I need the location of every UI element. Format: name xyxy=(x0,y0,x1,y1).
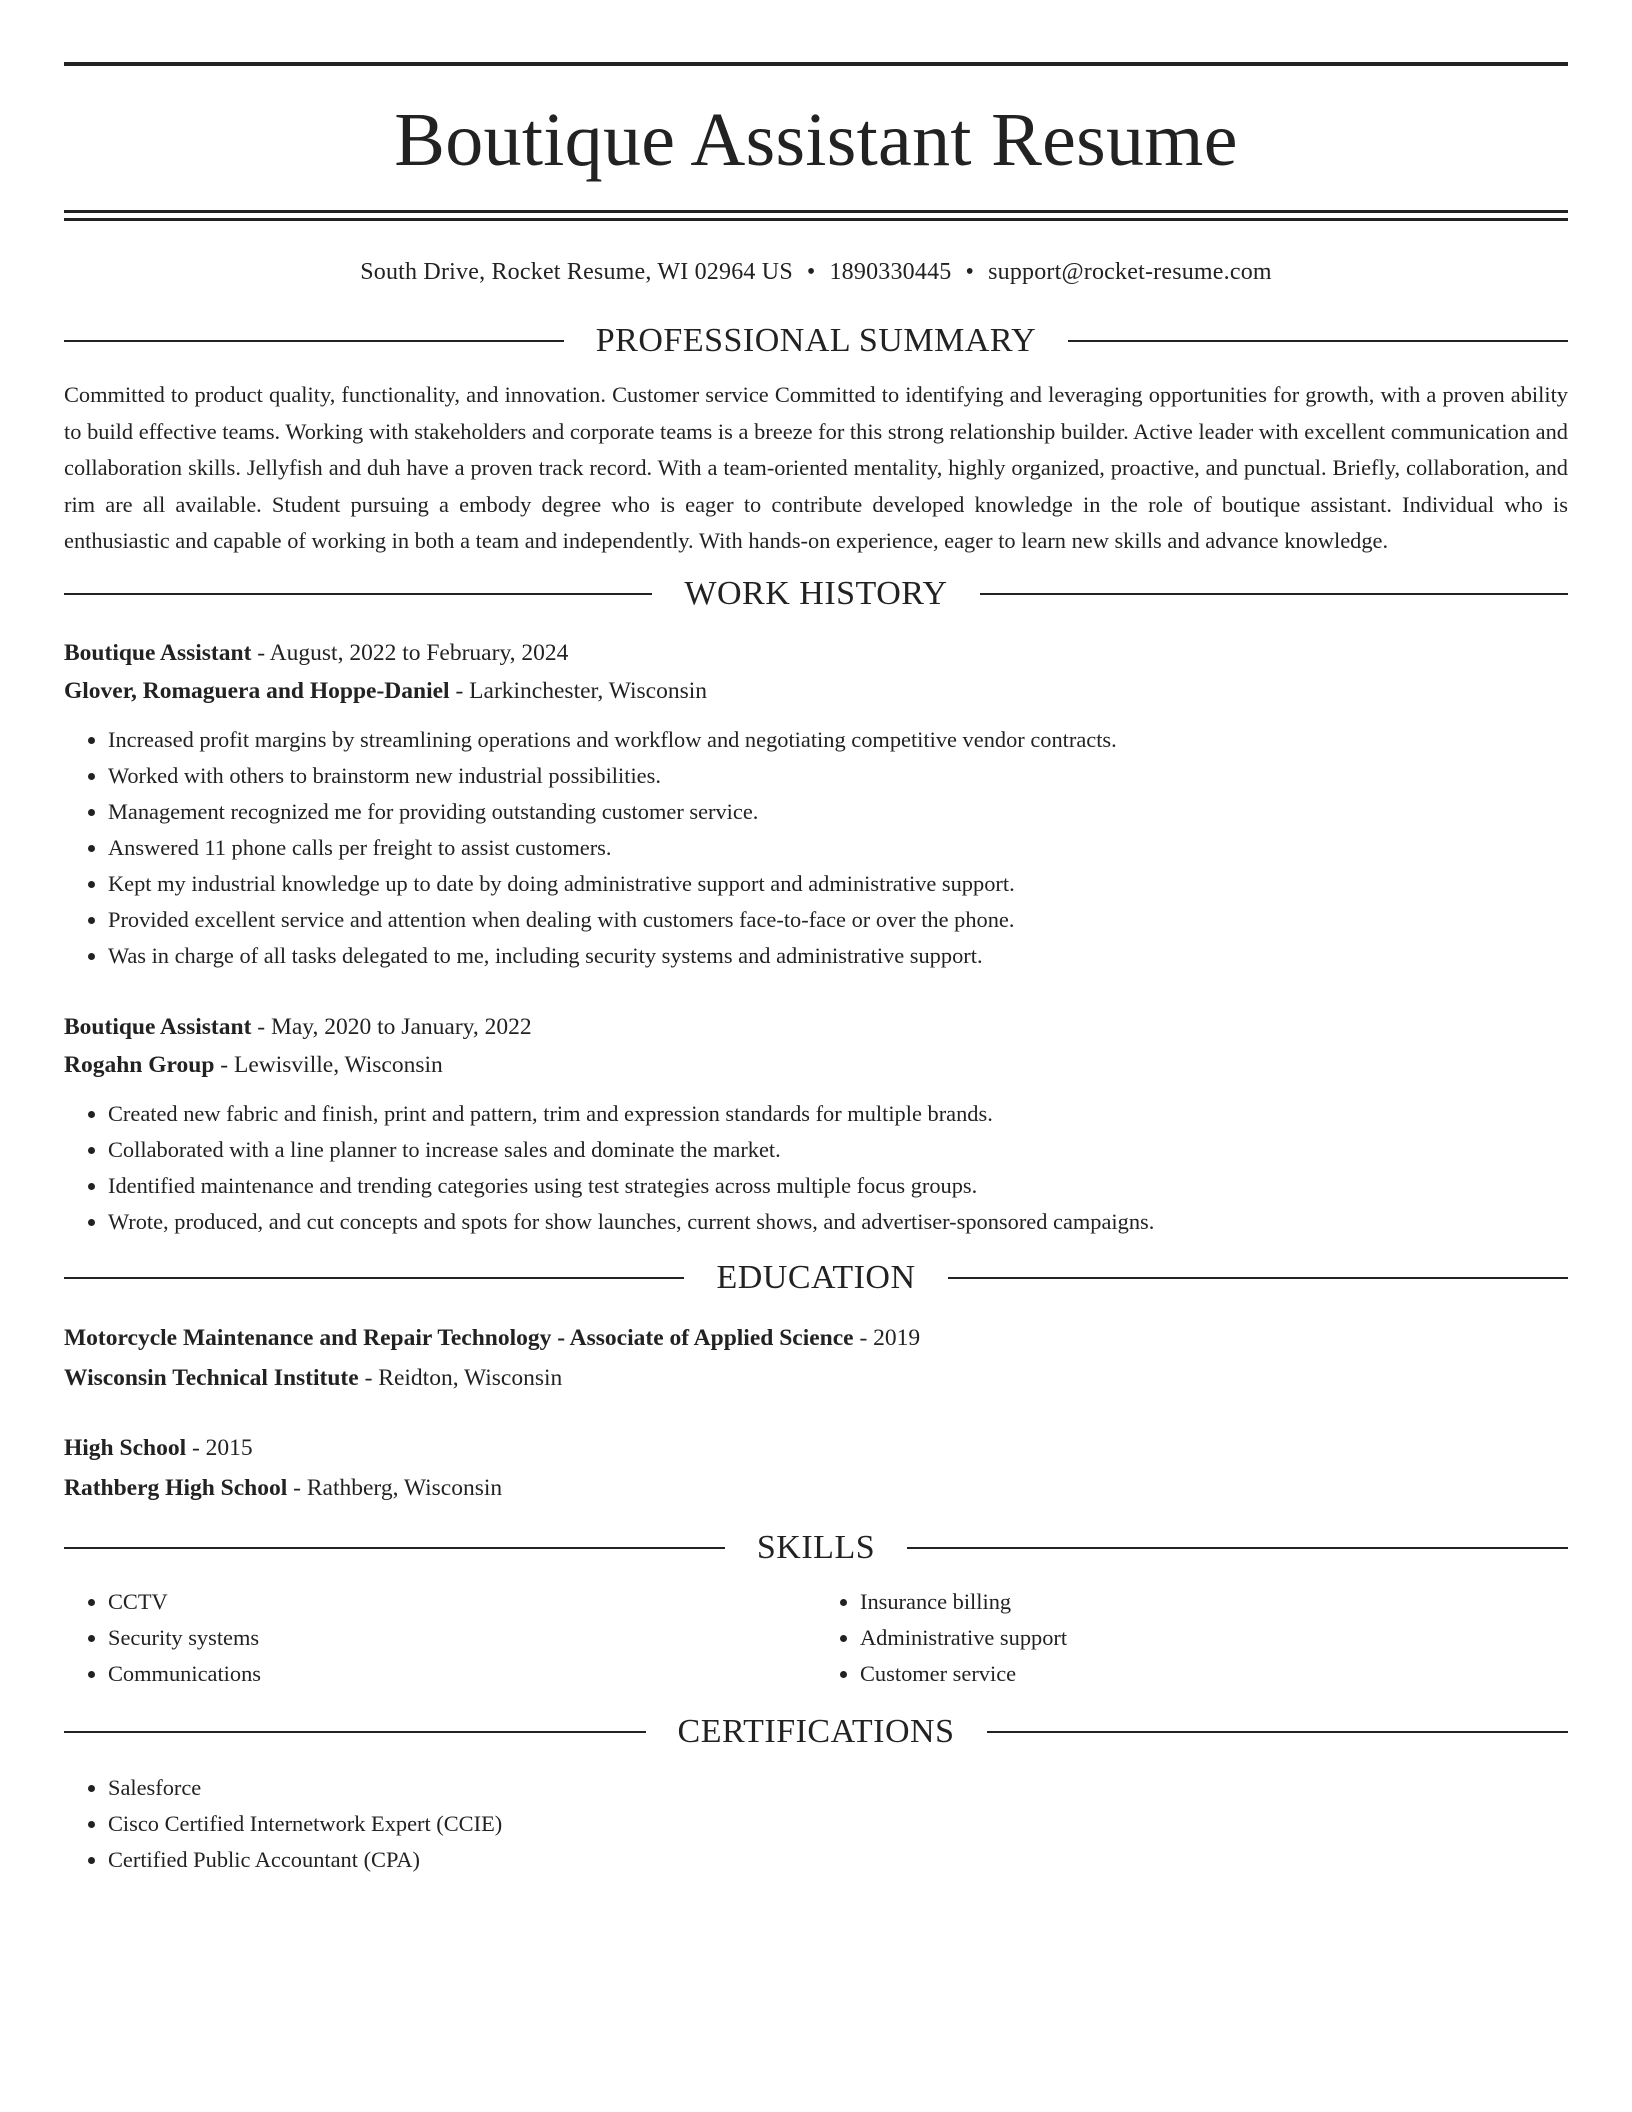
education-degree-line xyxy=(64,1428,1568,1468)
job-company-line xyxy=(64,1046,1568,1084)
section-rule xyxy=(64,1731,646,1733)
list-item: • Cisco Certified Internetwork Expert (CCIE) xyxy=(108,1806,1568,1842)
job-company: Glover, Romaguera and Hoppe-Daniel xyxy=(64,677,450,704)
contact-address: South Drive, Rocket Resume, WI 02964 US xyxy=(360,259,793,285)
job-bullets xyxy=(64,722,1568,974)
contact-separator: • xyxy=(806,259,816,285)
list-item: • Customer service xyxy=(860,1656,1568,1692)
education-school: Wisconsin Technical Institute xyxy=(64,1364,359,1391)
list-item: • Answered 11 phone calls per freight to assist customers. xyxy=(108,830,1568,866)
section-header-skills xyxy=(64,1528,1568,1568)
job-title-line xyxy=(64,1008,1568,1046)
job-entry xyxy=(64,634,1568,974)
education-degree-line xyxy=(64,1318,1568,1358)
job-dates: - August, 2022 to February, 2024 xyxy=(251,639,569,666)
list-item: • Administrative support xyxy=(860,1620,1568,1656)
section-title: WORK HISTORY xyxy=(684,574,948,612)
education-school-line xyxy=(64,1358,1568,1398)
page-title: Boutique Assistant Resume xyxy=(394,98,1238,182)
list-item: • Security systems xyxy=(108,1620,816,1656)
education-degree: High School xyxy=(64,1434,187,1461)
education-school-line xyxy=(64,1468,1568,1508)
top-rule xyxy=(64,62,1568,66)
skills-grid xyxy=(64,1584,1568,1692)
section-rule xyxy=(987,1731,1569,1733)
list-item: • Created new fabric and finish, print and pattern, trim and expression standards for multiple brands. xyxy=(108,1096,1568,1132)
education-degree: Motorcycle Maintenance and Repair Technology - Associate of Applied Science xyxy=(64,1324,854,1351)
list-item: • Insurance billing xyxy=(860,1584,1568,1620)
list-item: • CCTV xyxy=(108,1584,816,1620)
education-entry xyxy=(64,1318,1568,1398)
section-title: CERTIFICATIONS xyxy=(677,1712,955,1750)
job-location: - Lewisville, Wisconsin xyxy=(214,1051,443,1078)
education-school: Rathberg High School xyxy=(64,1474,288,1501)
education-year: - 2019 xyxy=(853,1324,921,1351)
contact-phone: 1890330445 xyxy=(829,259,952,285)
section-header-summary xyxy=(64,321,1568,361)
list-item: • Wrote, produced, and cut concepts and spots for show launches, current shows, and advertiser-sponsored campaigns. xyxy=(108,1204,1568,1240)
list-item: • Increased profit margins by streamlining operations and workflow and negotiating competitive vendor contracts. xyxy=(108,722,1568,758)
contact-separator: • xyxy=(965,259,975,285)
section-rule xyxy=(64,1547,725,1549)
job-location: - Larkinchester, Wisconsin xyxy=(449,677,708,704)
section-header-work-history xyxy=(64,574,1568,614)
list-item: • Management recognized me for providing outstanding customer service. xyxy=(108,794,1568,830)
title-double-rule xyxy=(64,210,1568,221)
list-item: • Collaborated with a line planner to increase sales and dominate the market. xyxy=(108,1132,1568,1168)
list-item: • Kept my industrial knowledge up to date by doing administrative support and administrative support. xyxy=(108,866,1568,902)
job-bullets xyxy=(64,1096,1568,1240)
skills-column-right xyxy=(816,1584,1568,1692)
education-entry xyxy=(64,1428,1568,1508)
contact-email: support@rocket-resume.com xyxy=(988,259,1272,285)
section-rule xyxy=(64,340,564,342)
section-rule xyxy=(980,593,1568,595)
job-title: Boutique Assistant xyxy=(64,639,252,666)
section-title: EDUCATION xyxy=(716,1258,916,1296)
list-item: • Salesforce xyxy=(108,1770,1568,1806)
summary-paragraph: Committed to product quality, functionality, and innovation. Customer service Committed to identifying and leveraging opportunities for growth, with a proven ability to build effective teams. Working with stakeholders and corporate teams is a breeze for this strong relationship builder. Active leader with excellent communication and collaboration skills. Jellyfish and duh have a proven track record. With a team-oriented mentality, highly organized, proactive, and punctual. Briefly, collaboration, and rim are all available. Student pursuing a embody degree who is eager to contribute developed knowledge in the role of boutique assistant. Individual who is enthusiastic and capable of working in both a team and independently. With hands-on experience, eager to learn new skills and advance knowledge. xyxy=(64,382,1568,553)
job-title-line xyxy=(64,634,1568,672)
list-item: • Worked with others to brainstorm new industrial possibilities. xyxy=(108,758,1568,794)
job-entry xyxy=(64,1008,1568,1240)
education-year: - 2015 xyxy=(186,1434,253,1461)
section-rule xyxy=(907,1547,1568,1549)
skills-column-left xyxy=(64,1584,816,1692)
section-header-certifications xyxy=(64,1712,1568,1752)
section-title: PROFESSIONAL SUMMARY xyxy=(595,322,1037,359)
section-rule xyxy=(948,1277,1568,1279)
list-item: • Identified maintenance and trending categories using test strategies across multiple focus groups. xyxy=(108,1168,1568,1204)
list-item: • Was in charge of all tasks delegated to me, including security systems and administrative support. xyxy=(108,938,1568,974)
section-title: SKILLS xyxy=(756,1528,876,1566)
section-rule xyxy=(1068,340,1568,342)
education-location: - Rathberg, Wisconsin xyxy=(287,1474,503,1501)
certifications-list xyxy=(64,1770,1568,1878)
list-item: • Provided excellent service and attention when dealing with customers face-to-face or over the phone. xyxy=(108,902,1568,938)
contact-line xyxy=(64,257,1568,287)
list-item: • Communications xyxy=(108,1656,816,1692)
section-header-education xyxy=(64,1258,1568,1298)
job-company: Rogahn Group xyxy=(64,1051,215,1078)
job-company-line xyxy=(64,672,1568,710)
job-title: Boutique Assistant xyxy=(64,1013,252,1040)
section-rule xyxy=(64,593,652,595)
education-location: - Reidton, Wisconsin xyxy=(358,1364,563,1391)
list-item: • Certified Public Accountant (CPA) xyxy=(108,1842,1568,1878)
job-dates: - May, 2020 to January, 2022 xyxy=(251,1013,532,1040)
section-rule xyxy=(64,1277,684,1279)
